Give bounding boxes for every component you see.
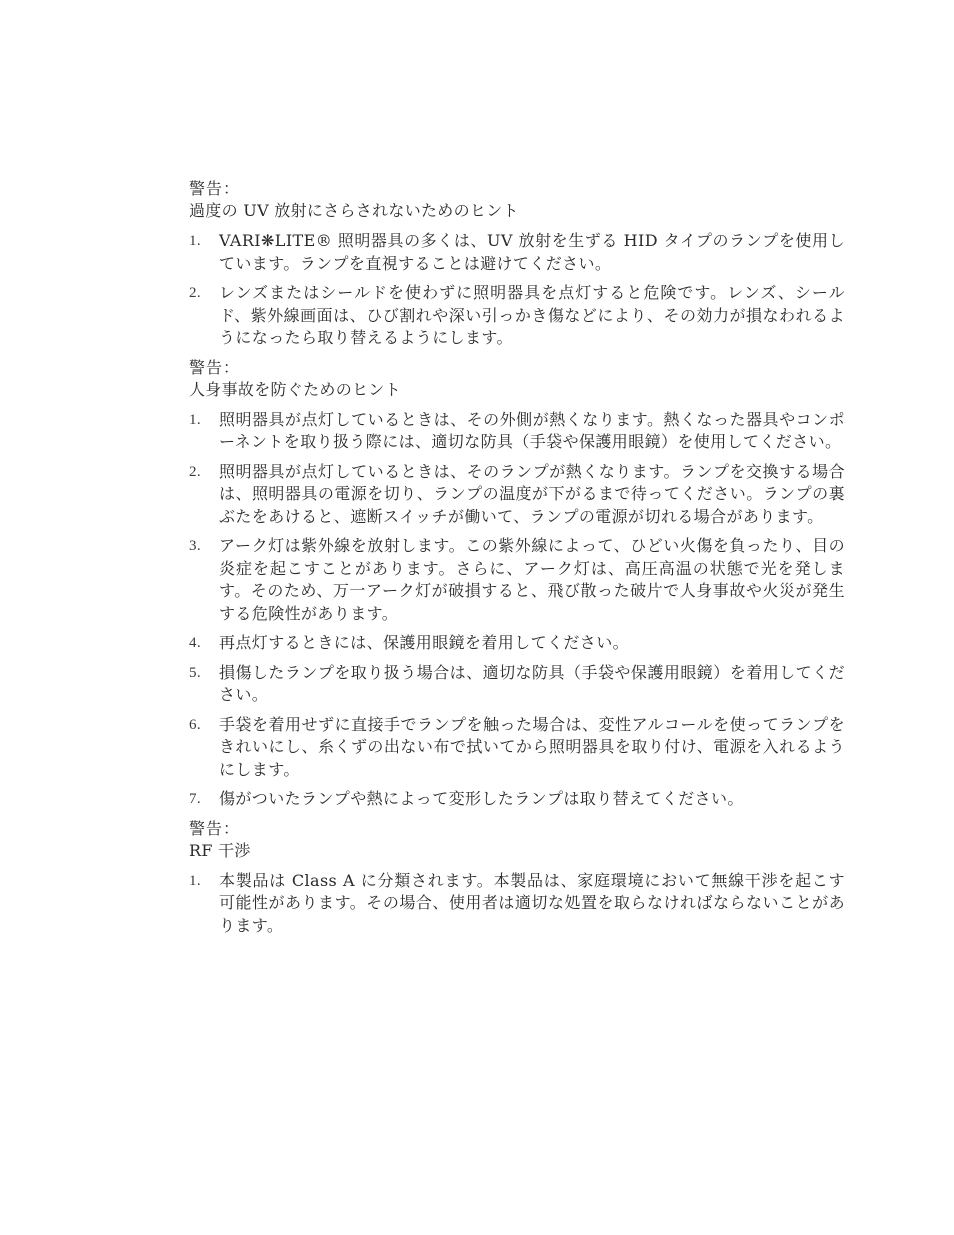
warning-label: 警告： — [189, 818, 241, 838]
item-number: 2. — [189, 285, 202, 301]
item-number: 4. — [189, 635, 202, 651]
item-text: 損傷したランプを取り扱う場合は、適切な防具（手袋や保護用眼鏡）を着用してください。 — [219, 662, 845, 704]
hint-list — [189, 870, 845, 938]
warning-label: 警告： — [189, 357, 241, 377]
hint-list — [189, 409, 845, 811]
item-text: 照明器具が点灯しているときは、その外側が熱くなります。熱くなった器具やコンポーネントを取り扱う際には、適切な防具（手袋や保護用眼鏡）を使用してください。 — [219, 409, 845, 451]
item-text: アーク灯は紫外線を放射します。この紫外線によって、ひどい火傷を負ったり、目の炎症を起こすことがあります。さらに、アーク灯は、高圧高温の状態で光を発します。そのため、万一アーク灯が破損すると、飛び散った破片で人身事故や火災が発生する危険性があります。 — [219, 536, 845, 623]
section-title: 人身事故を防ぐためのヒント — [189, 379, 401, 399]
item-text: VARI❋LITE® 照明器具の多くは、UV 放射を生ずる HID タイプのランプを使用しています。ランプを直視することは避けてください。 — [219, 231, 845, 273]
list-item — [189, 870, 845, 938]
item-number: 6. — [189, 716, 202, 733]
item-text: 手袋を着用せずに直接手でランプを触った場合は、変性アルコールを使ってランプをきれいにし、糸くずの出ない布で拭いてから照明器具を取り付け、電源を入れるようにします。 — [219, 714, 845, 779]
warning-label: 警告： — [189, 179, 241, 198]
list-item — [189, 788, 845, 811]
section-uv-warning — [189, 178, 845, 350]
list-item — [189, 230, 845, 275]
list-item — [189, 535, 845, 625]
item-text: 本製品は Class A に分類されます。本製品は、家庭環境において無線干渉を起こす可能性があります。その場合、使用者は適切な処置を取らなければならないことがあります。 — [219, 870, 845, 935]
section-title: RF 干渉 — [189, 840, 251, 860]
list-item — [189, 662, 845, 707]
item-text: レンズまたはシールドを使わずに照明器具を点灯すると危険です。レンズ、シールド、紫外線画面は、ひび割れや深い引っかき傷などにより、その効力が損なわれるようになったら取り替えるようにします。 — [219, 283, 845, 347]
list-item — [189, 632, 845, 655]
document-body — [189, 178, 845, 944]
section-rf-warning — [189, 818, 845, 938]
list-item — [189, 461, 845, 529]
item-number: 2. — [189, 463, 202, 480]
item-number: 5. — [189, 664, 202, 681]
hint-list — [189, 230, 845, 350]
list-item — [189, 282, 845, 350]
list-item — [189, 409, 845, 454]
item-text: 照明器具が点灯しているときは、そのランプが熱くなります。ランプを交換する場合は、照明器具の電源を切り、ランプの温度が下がるまで待ってください。ランプの裏ぶたをあけると、遮断スイッチが働いて、ランプの電源が切れる場合があります。 — [219, 461, 845, 526]
item-number: 1. — [189, 872, 202, 889]
section-title: 過度の UV 放射にさらされないためのヒント — [189, 201, 519, 220]
item-number: 1. — [189, 411, 202, 428]
item-text: 傷がついたランプや熱によって変形したランプは取り替えてください。 — [219, 789, 744, 808]
item-number: 7. — [189, 791, 202, 807]
item-number: 1. — [189, 233, 202, 249]
item-number: 3. — [189, 538, 202, 554]
section-injury-warning — [189, 357, 845, 811]
list-item — [189, 714, 845, 782]
item-text: 再点灯するときには、保護用眼鏡を着用してください。 — [219, 633, 630, 652]
